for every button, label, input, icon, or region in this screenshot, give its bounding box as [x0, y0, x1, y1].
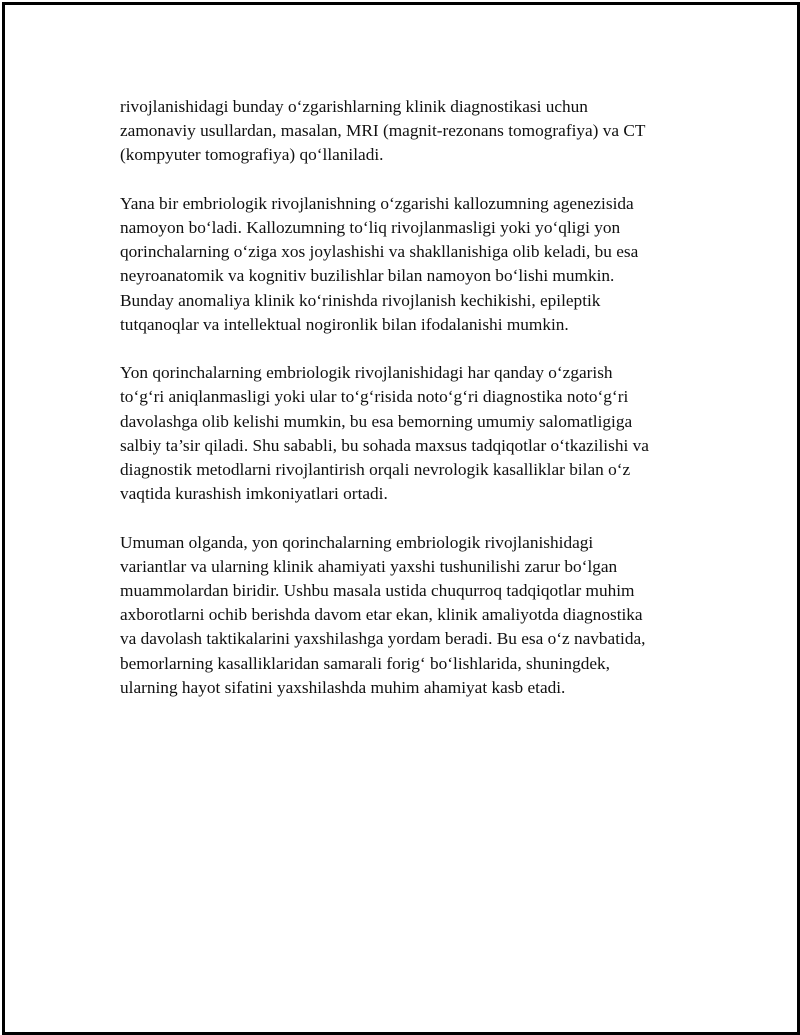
paragraph-2: Yana bir embriologik rivojlanishning o‘zgarishi kallozumning agenezisida namoyon bo‘ladi. Kallozumning to‘liq rivojlanmasligi yoki yo‘qligi yon qorinchalarning o‘ziga xos joylashishi va shakllanishiga olib keladi, bu esa neyroanatomik va kognitiv buzilishlar bilan namoyon bo‘lishi mumkin. Bunday anomaliya klinik ko‘rinishda rivojlanish kechikishi, epileptik tutqanoqlar va intellektual nogironlik bilan ifodalanishi mumkin. — [120, 193, 639, 334]
paragraph-3: Yon qorinchalarning embriologik rivojlanishidagi har qanday o‘zgarish to‘g‘ri aniqlanmasligi yoki ular to‘g‘risida noto‘g‘ri diagnostika noto‘g‘ri davolashga olib kelishi mumkin, bu esa bemorning umumiy salomatligiga salbiy ta’sir qiladi. Shu sababli, bu sohada maxsus tadqiqotlar o‘tkazilishi va diagnostik metodlarni rivojlantirish orqali nevrologik kasalliklar bilan o‘z vaqtida kurashish imkoniyatlari ortadi. — [120, 363, 649, 504]
paragraph-1: rivojlanishidagi bunday o‘zgarishlarning klinik diagnostikasi uchun zamonaviy usullardan, masalan, MRI (magnit-rezonans tomografiya) va CT (kompyuter tomografiya) qo‘llaniladi. — [120, 97, 646, 165]
document-page — [2, 2, 800, 1035]
paragraph-4: Umuman olganda, yon qorinchalarning embriologik rivojlanishidagi variantlar va ularning klinik ahamiyati yaxshi tushunilishi zarur bo‘lgan muammolardan biridir. Ushbu masala ustida chuqurroq tadqiqotlar muhim axborotlarni ochib berishda davom etar ekan, klinik amaliyotda diagnostika va davolash taktikalarini yaxshilashga yordam beradi. Bu esa o‘z navbatida, bemorlarning kasalliklaridan samarali forig‘ bo‘lishlarida, shuningdek, ularning hayot sifatini yaxshilashda muhim ahamiyat kasb etadi. — [120, 532, 646, 697]
page-body — [120, 95, 700, 724]
